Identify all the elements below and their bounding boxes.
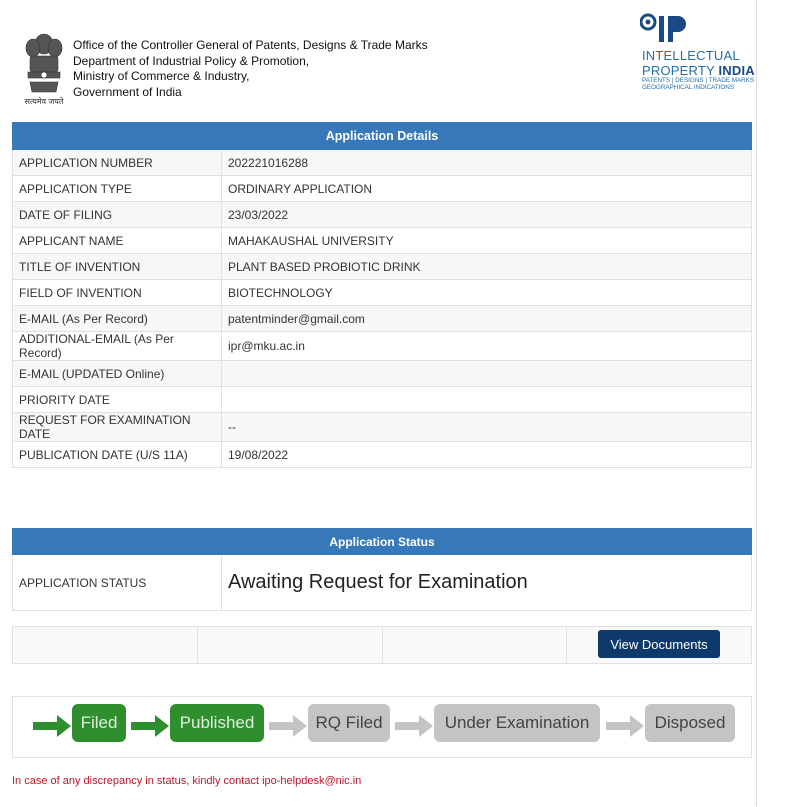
- documents-cell: [197, 627, 382, 664]
- documents-cell: [13, 627, 198, 664]
- field-value: 23/03/2022: [222, 202, 752, 228]
- progress-step: RQ Filed: [308, 704, 390, 742]
- table-row: [13, 228, 752, 254]
- step-arrow-icon: [33, 715, 71, 737]
- table-row: [13, 442, 752, 468]
- field-label: DATE OF FILING: [13, 202, 222, 228]
- office-name: [73, 38, 428, 100]
- table-row: [13, 361, 752, 387]
- field-label: REQUEST FOR EXAMINATION DATE: [13, 413, 222, 442]
- table-row: [13, 176, 752, 202]
- table-row: [13, 413, 752, 442]
- field-label: APPLICANT NAME: [13, 228, 222, 254]
- field-label: E-MAIL (As Per Record): [13, 306, 222, 332]
- field-value: --: [222, 413, 752, 442]
- office-line: Ministry of Commerce & Industry,: [73, 69, 250, 83]
- table-row: [13, 555, 752, 611]
- step-arrow-icon: [395, 715, 433, 737]
- field-label: FIELD OF INVENTION: [13, 280, 222, 306]
- emblem-caption: सत्यमेव जयते: [24, 97, 64, 106]
- table-row: [13, 332, 752, 361]
- field-label: PUBLICATION DATE (U/S 11A): [13, 442, 222, 468]
- field-value: BIOTECHNOLOGY: [222, 280, 752, 306]
- field-label: ADDITIONAL-EMAIL (As Per Record): [13, 332, 222, 361]
- ip-logo-tagline-1: PATENTS | DESIGNS | TRADE MARKS: [642, 77, 755, 84]
- ip-logo-line1: INTELLECTUAL: [642, 48, 740, 63]
- table-row: [13, 306, 752, 332]
- ip-logo-tagline-2: GEOGRAPHICAL INDICATIONS: [642, 84, 735, 91]
- office-line: Office of the Controller General of Patents, Designs & Trade Marks: [73, 38, 428, 52]
- table-row: [13, 150, 752, 176]
- field-value: ipr@mku.ac.in: [222, 332, 752, 361]
- application-details-table: [12, 122, 752, 468]
- ip-india-mark-icon: [640, 12, 690, 48]
- progress-step: Published: [170, 704, 264, 742]
- field-label: TITLE OF INVENTION: [13, 254, 222, 280]
- ip-logo-tagline: [642, 77, 754, 91]
- table-row: [13, 254, 752, 280]
- field-value: 202221016288: [222, 150, 752, 176]
- progress-step: Under Examination: [434, 704, 600, 742]
- status-value: Awaiting Request for Examination: [222, 555, 752, 611]
- field-value: PLANT BASED PROBIOTIC DRINK: [222, 254, 752, 280]
- field-value: patentminder@gmail.com: [222, 306, 752, 332]
- application-details-heading: Application Details: [13, 123, 752, 150]
- application-status-heading: Application Status: [13, 529, 752, 555]
- table-row: [13, 280, 752, 306]
- status-label: APPLICATION STATUS: [13, 555, 222, 611]
- step-arrow-icon: [269, 715, 307, 737]
- progress-step: Disposed: [645, 704, 735, 742]
- view-documents-button[interactable]: View Documents: [598, 630, 720, 658]
- office-line: Department of Industrial Policy & Promotion,: [73, 53, 310, 68]
- step-arrow-icon: [606, 715, 644, 737]
- application-status-table: [12, 528, 752, 611]
- table-row: [13, 387, 752, 413]
- office-line: Government of India: [73, 84, 182, 99]
- field-label: APPLICATION NUMBER: [13, 150, 222, 176]
- field-label: E-MAIL (UPDATED Online): [13, 361, 222, 387]
- field-label: APPLICATION TYPE: [13, 176, 222, 202]
- ip-logo-line2: [642, 63, 755, 78]
- ip-logo-india: INDIA: [718, 63, 755, 78]
- field-value: [222, 361, 752, 387]
- status-progress-tracker: [12, 696, 752, 758]
- field-value: ORDINARY APPLICATION: [222, 176, 752, 202]
- ip-india-logo: [640, 12, 755, 96]
- field-value: 19/08/2022: [222, 442, 752, 468]
- field-value: MAHAKAUSHAL UNIVERSITY: [222, 228, 752, 254]
- discrepancy-notice: In case of any discrepancy in status, kindly contact ipo-helpdesk@nic.in: [12, 775, 362, 787]
- documents-cell: [382, 627, 567, 664]
- page-header: [12, 10, 755, 118]
- progress-step: Filed: [72, 704, 126, 742]
- step-arrow-icon: [131, 715, 169, 737]
- ip-logo-property: PROPERTY: [642, 63, 719, 78]
- field-value: [222, 387, 752, 413]
- table-row: [13, 202, 752, 228]
- field-label: PRIORITY DATE: [13, 387, 222, 413]
